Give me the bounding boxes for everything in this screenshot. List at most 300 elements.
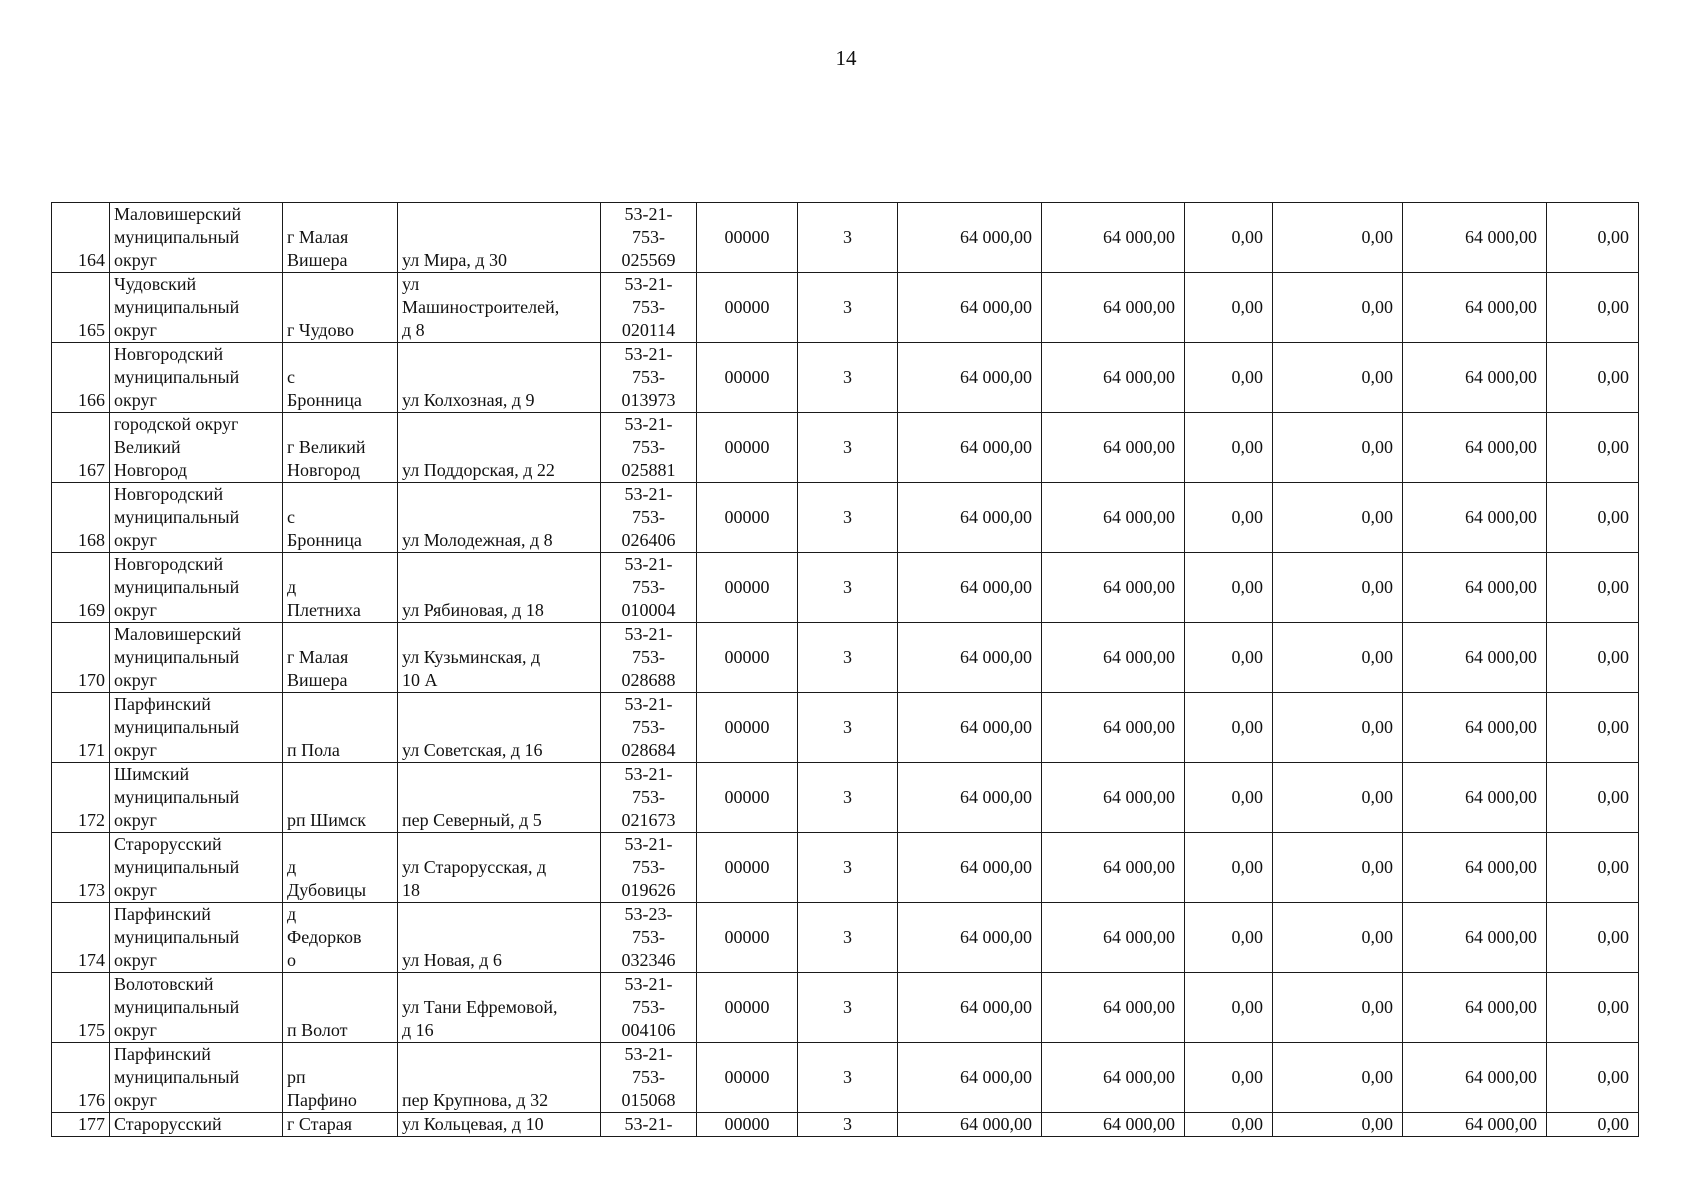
table-row: [52, 693, 1639, 763]
amount-cell-2: [1042, 833, 1185, 903]
amount-cell-5-text: 64 000,00: [1465, 1114, 1537, 1134]
amount-cell-6: [1547, 903, 1639, 973]
category-cell-text: 3: [843, 1114, 852, 1134]
table-row: [52, 973, 1639, 1043]
code-cell-text: 53-21- 753- 019626: [621, 834, 676, 900]
amount-cell-3-text: 0,00: [1231, 857, 1263, 877]
address-cell-text: ул Машиностроителей, д 8: [402, 274, 560, 340]
category-cell-text: 3: [843, 927, 852, 947]
settlement-cell: [283, 833, 398, 903]
amount-cell-6: [1547, 413, 1639, 483]
address-cell-text: ул Кольцевая, д 10: [402, 1114, 544, 1134]
amount-cell-3-text: 0,00: [1231, 927, 1263, 947]
amount-cell-4-text: 0,00: [1361, 787, 1393, 807]
amount-cell-4-text: 0,00: [1361, 437, 1393, 457]
amount-cell-1-text: 64 000,00: [960, 787, 1032, 807]
settlement-cell: [283, 693, 398, 763]
amount-cell-5-text: 64 000,00: [1465, 367, 1537, 387]
row-number-cell-text: 176: [78, 1090, 105, 1110]
row-number-cell-text: 173: [78, 880, 105, 900]
address-cell-text: ул Новая, д 6: [402, 950, 502, 970]
address-cell-text: пер Северный, д 5: [402, 810, 542, 830]
zero-code-cell: [697, 483, 798, 553]
row-number-cell: [52, 1043, 110, 1113]
district-cell-text: Парфинский муниципальный округ: [114, 904, 240, 970]
amount-cell-2: [1042, 973, 1185, 1043]
table-row: [52, 903, 1639, 973]
address-cell-text: ул Рябиновая, д 18: [402, 600, 544, 620]
category-cell-text: 3: [843, 647, 852, 667]
amount-cell-3: [1185, 973, 1273, 1043]
code-cell: [601, 763, 697, 833]
category-cell-text: 3: [843, 507, 852, 527]
table-row: [52, 623, 1639, 693]
settlement-cell-text: д Плетниха: [287, 577, 361, 620]
amount-cell-4-text: 0,00: [1361, 507, 1393, 527]
district-cell: [110, 343, 283, 413]
amount-cell-3: [1185, 553, 1273, 623]
amount-cell-1-text: 64 000,00: [960, 857, 1032, 877]
amount-cell-4: [1273, 343, 1403, 413]
amount-cell-2-text: 64 000,00: [1103, 927, 1175, 947]
amount-cell-2: [1042, 1043, 1185, 1113]
table-row: [52, 343, 1639, 413]
amount-cell-1-text: 64 000,00: [960, 997, 1032, 1017]
amount-cell-6-text: 0,00: [1597, 1114, 1629, 1134]
amount-cell-4: [1273, 1113, 1403, 1137]
category-cell-text: 3: [843, 437, 852, 457]
district-cell: [110, 203, 283, 273]
amount-cell-6: [1547, 203, 1639, 273]
row-number-cell-text: 175: [78, 1020, 105, 1040]
amount-cell-4-text: 0,00: [1361, 1067, 1393, 1087]
district-cell: [110, 1043, 283, 1113]
amount-cell-5: [1403, 973, 1547, 1043]
settlement-cell: [283, 623, 398, 693]
category-cell-text: 3: [843, 297, 852, 317]
amount-cell-2: [1042, 903, 1185, 973]
district-cell: [110, 483, 283, 553]
settlement-cell: [283, 763, 398, 833]
row-number-cell-text: 165: [78, 320, 105, 340]
address-cell: [398, 763, 601, 833]
district-cell: [110, 623, 283, 693]
code-cell-text: 53-21- 753- 010004: [621, 554, 676, 620]
amount-cell-4-text: 0,00: [1361, 1114, 1393, 1134]
amount-cell-1-text: 64 000,00: [960, 1114, 1032, 1134]
code-cell-text: 53-21- 753- 004106: [621, 974, 676, 1040]
amount-cell-1: [898, 483, 1042, 553]
table-row: [52, 1043, 1639, 1113]
district-cell-text: Новгородский муниципальный округ: [114, 344, 240, 410]
amount-cell-4: [1273, 973, 1403, 1043]
amount-cell-2-text: 64 000,00: [1103, 647, 1175, 667]
amount-cell-1-text: 64 000,00: [960, 577, 1032, 597]
code-cell-text: 53-21- 753- 026406: [621, 484, 676, 550]
amount-cell-4: [1273, 833, 1403, 903]
table-row: [52, 273, 1639, 343]
row-number-cell-text: 167: [78, 460, 105, 480]
settlement-cell: [283, 203, 398, 273]
district-cell-text: Маловишерский муниципальный округ: [114, 624, 242, 690]
address-cell-text: ул Поддорская, д 22: [402, 460, 555, 480]
table-row: [52, 483, 1639, 553]
address-cell: [398, 343, 601, 413]
amount-cell-3-text: 0,00: [1231, 1067, 1263, 1087]
amount-cell-4: [1273, 483, 1403, 553]
amount-cell-2-text: 64 000,00: [1103, 227, 1175, 247]
amount-cell-4: [1273, 273, 1403, 343]
amount-cell-3: [1185, 273, 1273, 343]
row-number-cell-text: 177: [78, 1114, 105, 1134]
amount-cell-5: [1403, 763, 1547, 833]
amount-cell-5: [1403, 903, 1547, 973]
table-row: [52, 1113, 1639, 1137]
zero-code-cell-text: 00000: [724, 647, 770, 667]
row-number-cell: [52, 693, 110, 763]
amount-cell-1: [898, 763, 1042, 833]
amount-cell-5-text: 64 000,00: [1465, 857, 1537, 877]
amount-cell-6-text: 0,00: [1597, 437, 1629, 457]
district-cell: [110, 973, 283, 1043]
amount-cell-4-text: 0,00: [1361, 927, 1393, 947]
amount-cell-3-text: 0,00: [1231, 297, 1263, 317]
category-cell: [798, 203, 898, 273]
amount-cell-2: [1042, 413, 1185, 483]
row-number-cell-text: 170: [78, 670, 105, 690]
category-cell: [798, 623, 898, 693]
address-cell: [398, 833, 601, 903]
row-number-cell-text: 166: [78, 390, 105, 410]
amount-cell-1: [898, 553, 1042, 623]
amount-cell-1-text: 64 000,00: [960, 227, 1032, 247]
amount-cell-1-text: 64 000,00: [960, 717, 1032, 737]
address-cell-text: ул Тани Ефремовой, д 16: [402, 997, 558, 1040]
amount-cell-4: [1273, 903, 1403, 973]
table-row: [52, 413, 1639, 483]
address-cell-text: ул Колхозная, д 9: [402, 390, 535, 410]
code-cell: [601, 833, 697, 903]
category-cell: [798, 553, 898, 623]
amount-cell-3-text: 0,00: [1231, 997, 1263, 1017]
amount-cell-3: [1185, 413, 1273, 483]
code-cell-text: 53-21- 753- 015068: [621, 1044, 676, 1110]
amount-cell-3: [1185, 763, 1273, 833]
code-cell: [601, 693, 697, 763]
amount-cell-2: [1042, 1113, 1185, 1137]
row-number-cell: [52, 553, 110, 623]
settlement-cell-text: д Дубовицы: [287, 857, 367, 900]
amount-cell-4-text: 0,00: [1361, 577, 1393, 597]
district-cell-text: Парфинский муниципальный округ: [114, 1044, 240, 1110]
amount-cell-2-text: 64 000,00: [1103, 507, 1175, 527]
amount-cell-3: [1185, 203, 1273, 273]
row-number-cell-text: 172: [78, 810, 105, 830]
row-number-cell-text: 164: [78, 250, 105, 270]
district-cell: [110, 693, 283, 763]
settlement-cell: [283, 903, 398, 973]
address-cell-text: ул Советская, д 16: [402, 740, 543, 760]
zero-code-cell-text: 00000: [724, 367, 770, 387]
district-cell-text: Новгородский муниципальный округ: [114, 484, 240, 550]
district-cell-text: Маловишерский муниципальный округ: [114, 204, 242, 270]
amount-cell-5: [1403, 203, 1547, 273]
zero-code-cell: [697, 833, 798, 903]
amount-cell-2: [1042, 763, 1185, 833]
category-cell: [798, 343, 898, 413]
address-cell: [398, 203, 601, 273]
district-cell: [110, 833, 283, 903]
amount-cell-5-text: 64 000,00: [1465, 787, 1537, 807]
code-cell-text: 53-21- 753- 025569: [621, 204, 676, 270]
code-cell: [601, 203, 697, 273]
amount-cell-4-text: 0,00: [1361, 297, 1393, 317]
code-cell-text: 53-21- 753- 028684: [621, 694, 676, 760]
amount-cell-4-text: 0,00: [1361, 227, 1393, 247]
row-number-cell: [52, 343, 110, 413]
district-cell-text: Старорусский муниципальный округ: [114, 834, 240, 900]
amount-cell-2-text: 64 000,00: [1103, 367, 1175, 387]
amount-cell-3: [1185, 903, 1273, 973]
settlement-cell: [283, 1043, 398, 1113]
amount-cell-6-text: 0,00: [1597, 717, 1629, 737]
code-cell: [601, 1113, 697, 1137]
address-cell-text: пер Крупнова, д 32: [402, 1090, 549, 1110]
row-number-cell: [52, 903, 110, 973]
zero-code-cell: [697, 343, 798, 413]
amount-cell-1-text: 64 000,00: [960, 507, 1032, 527]
amount-cell-3: [1185, 693, 1273, 763]
zero-code-cell: [697, 273, 798, 343]
district-cell-text: Шимский муниципальный округ: [114, 764, 240, 830]
amount-cell-1: [898, 1113, 1042, 1137]
amount-cell-5-text: 64 000,00: [1465, 647, 1537, 667]
amount-cell-1: [898, 623, 1042, 693]
amount-cell-4-text: 0,00: [1361, 717, 1393, 737]
amount-cell-6-text: 0,00: [1597, 577, 1629, 597]
settlement-cell-text: г Малая Вишера: [287, 647, 349, 690]
amount-cell-5: [1403, 693, 1547, 763]
row-number-cell: [52, 763, 110, 833]
row-number-cell-text: 171: [78, 740, 105, 760]
amount-cell-5-text: 64 000,00: [1465, 297, 1537, 317]
amount-cell-4-text: 0,00: [1361, 647, 1393, 667]
code-cell-text: 53-21- 753- 013973: [621, 344, 676, 410]
page-number: 14: [835, 46, 857, 70]
amount-cell-3: [1185, 623, 1273, 693]
amount-cell-2: [1042, 693, 1185, 763]
amount-cell-3: [1185, 1043, 1273, 1113]
district-cell: [110, 903, 283, 973]
amount-cell-1: [898, 273, 1042, 343]
amount-cell-2-text: 64 000,00: [1103, 787, 1175, 807]
amount-cell-6-text: 0,00: [1597, 927, 1629, 947]
row-number-cell-text: 169: [78, 600, 105, 620]
zero-code-cell-text: 00000: [724, 857, 770, 877]
amount-cell-2-text: 64 000,00: [1103, 577, 1175, 597]
row-number-cell: [52, 833, 110, 903]
amount-cell-5-text: 64 000,00: [1465, 717, 1537, 737]
zero-code-cell-text: 00000: [724, 227, 770, 247]
district-cell-text: Старорусский: [114, 1114, 222, 1134]
amount-cell-4: [1273, 413, 1403, 483]
code-cell: [601, 413, 697, 483]
category-cell: [798, 833, 898, 903]
category-cell-text: 3: [843, 577, 852, 597]
category-cell-text: 3: [843, 997, 852, 1017]
code-cell-text: 53-23- 753- 032346: [621, 904, 676, 970]
zero-code-cell-text: 00000: [724, 1067, 770, 1087]
zero-code-cell-text: 00000: [724, 297, 770, 317]
zero-code-cell-text: 00000: [724, 717, 770, 737]
amount-cell-4: [1273, 553, 1403, 623]
amount-cell-3-text: 0,00: [1231, 577, 1263, 597]
settlement-cell: [283, 1113, 398, 1137]
amount-cell-4-text: 0,00: [1361, 997, 1393, 1017]
zero-code-cell: [697, 553, 798, 623]
amount-cell-6: [1547, 693, 1639, 763]
address-cell: [398, 1043, 601, 1113]
amount-cell-5: [1403, 343, 1547, 413]
settlement-cell-text: п Пола: [287, 740, 340, 760]
amount-cell-3: [1185, 343, 1273, 413]
amount-cell-5: [1403, 1113, 1547, 1137]
district-cell: [110, 553, 283, 623]
row-number-cell: [52, 203, 110, 273]
code-cell: [601, 973, 697, 1043]
amount-cell-5-text: 64 000,00: [1465, 437, 1537, 457]
settlement-cell: [283, 413, 398, 483]
code-cell-text: 53-21- 753- 020114: [621, 274, 676, 340]
settlement-cell-text: г Великий Новгород: [287, 437, 366, 480]
zero-code-cell: [697, 763, 798, 833]
zero-code-cell-text: 00000: [724, 787, 770, 807]
row-number-cell: [52, 413, 110, 483]
row-number-cell-text: 168: [78, 530, 105, 550]
amount-cell-2: [1042, 203, 1185, 273]
amount-cell-6: [1547, 343, 1639, 413]
amount-cell-6: [1547, 973, 1639, 1043]
address-cell: [398, 973, 601, 1043]
table-row: [52, 553, 1639, 623]
amount-cell-5: [1403, 273, 1547, 343]
amount-cell-6-text: 0,00: [1597, 507, 1629, 527]
amount-cell-6: [1547, 1113, 1639, 1137]
amount-cell-2-text: 64 000,00: [1103, 437, 1175, 457]
amount-cell-3-text: 0,00: [1231, 507, 1263, 527]
amount-cell-5: [1403, 483, 1547, 553]
district-cell-text: Чудовский муниципальный округ: [114, 274, 240, 340]
amount-cell-2-text: 64 000,00: [1103, 1067, 1175, 1087]
category-cell: [798, 763, 898, 833]
amount-cell-6-text: 0,00: [1597, 1067, 1629, 1087]
address-cell: [398, 903, 601, 973]
amount-cell-4-text: 0,00: [1361, 367, 1393, 387]
address-cell: [398, 623, 601, 693]
settlement-cell: [283, 343, 398, 413]
amount-cell-2: [1042, 553, 1185, 623]
amount-cell-6: [1547, 763, 1639, 833]
amount-cell-6-text: 0,00: [1597, 997, 1629, 1017]
amount-cell-1-text: 64 000,00: [960, 927, 1032, 947]
table-row: [52, 833, 1639, 903]
category-cell: [798, 483, 898, 553]
amount-cell-3-text: 0,00: [1231, 367, 1263, 387]
amount-cell-3-text: 0,00: [1231, 787, 1263, 807]
amount-cell-2: [1042, 273, 1185, 343]
table-body: [52, 203, 1639, 1137]
zero-code-cell: [697, 903, 798, 973]
address-cell: [398, 273, 601, 343]
amount-cell-5-text: 64 000,00: [1465, 927, 1537, 947]
amount-cell-3: [1185, 1113, 1273, 1137]
category-cell-text: 3: [843, 857, 852, 877]
amount-cell-1-text: 64 000,00: [960, 1067, 1032, 1087]
amount-cell-6: [1547, 1043, 1639, 1113]
zero-code-cell: [697, 1113, 798, 1137]
row-number-cell: [52, 1113, 110, 1137]
settlement-cell-text: г Старая: [287, 1114, 352, 1134]
amount-cell-6-text: 0,00: [1597, 647, 1629, 667]
zero-code-cell-text: 00000: [724, 577, 770, 597]
amount-cell-2-text: 64 000,00: [1103, 297, 1175, 317]
amount-cell-5-text: 64 000,00: [1465, 1067, 1537, 1087]
amount-cell-1: [898, 693, 1042, 763]
amount-cell-1: [898, 1043, 1042, 1113]
zero-code-cell-text: 00000: [724, 927, 770, 947]
amount-cell-6-text: 0,00: [1597, 227, 1629, 247]
amount-cell-5: [1403, 553, 1547, 623]
row-number-cell: [52, 273, 110, 343]
settlement-cell-text: рп Шимск: [287, 810, 367, 830]
address-cell: [398, 413, 601, 483]
address-cell: [398, 1113, 601, 1137]
amount-cell-5-text: 64 000,00: [1465, 577, 1537, 597]
category-cell-text: 3: [843, 1067, 852, 1087]
amount-cell-1-text: 64 000,00: [960, 647, 1032, 667]
category-cell: [798, 973, 898, 1043]
district-cell-text: Новгородский муниципальный округ: [114, 554, 240, 620]
amount-cell-6: [1547, 553, 1639, 623]
amount-cell-3-text: 0,00: [1231, 717, 1263, 737]
amount-cell-4: [1273, 763, 1403, 833]
amount-cell-5: [1403, 1043, 1547, 1113]
settlement-cell-text: рп Парфино: [287, 1067, 357, 1110]
code-cell: [601, 553, 697, 623]
address-cell-text: ул Молодежная, д 8: [402, 530, 553, 550]
amount-cell-6: [1547, 833, 1639, 903]
district-cell-text: городской округ Великий Новгород: [114, 414, 239, 480]
registry-table: [51, 202, 1639, 1137]
address-cell-text: ул Мира, д 30: [402, 250, 507, 270]
code-cell: [601, 1043, 697, 1113]
code-cell: [601, 903, 697, 973]
district-cell: [110, 413, 283, 483]
amount-cell-3: [1185, 833, 1273, 903]
amount-cell-4: [1273, 1043, 1403, 1113]
amount-cell-1: [898, 203, 1042, 273]
code-cell: [601, 273, 697, 343]
amount-cell-5-text: 64 000,00: [1465, 227, 1537, 247]
settlement-cell: [283, 553, 398, 623]
row-number-cell: [52, 483, 110, 553]
address-cell-text: ул Старорусская, д 18: [402, 857, 547, 900]
amount-cell-4: [1273, 203, 1403, 273]
category-cell: [798, 1043, 898, 1113]
amount-cell-5: [1403, 833, 1547, 903]
amount-cell-2: [1042, 483, 1185, 553]
amount-cell-6-text: 0,00: [1597, 297, 1629, 317]
